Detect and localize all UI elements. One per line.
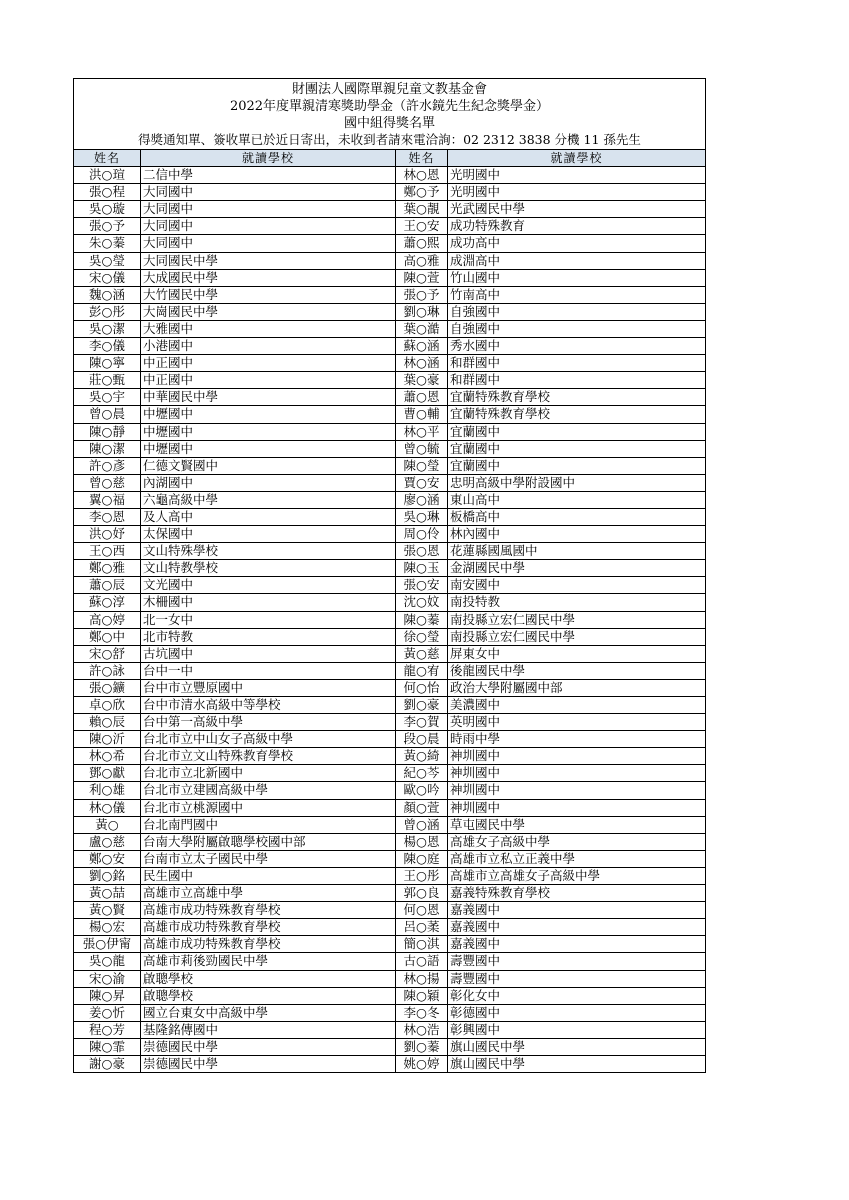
student-name-cell: 許○彥 [74, 457, 141, 474]
school-cell: 大雅國中 [141, 320, 396, 337]
table-row [74, 662, 706, 679]
school-cell: 時雨中學 [448, 731, 706, 748]
table-row [74, 765, 706, 782]
school-cell: 民生國中 [141, 867, 396, 884]
table-row [74, 1055, 706, 1072]
school-cell: 大同國中 [141, 218, 396, 235]
school-cell: 大竹國民中學 [141, 286, 396, 303]
school-cell: 神圳國中 [448, 799, 706, 816]
school-cell: 啟聰學校 [141, 987, 396, 1004]
table-row [74, 184, 706, 201]
school-cell: 彰德國中 [448, 1004, 706, 1021]
student-name-cell: 陳○庭 [396, 850, 448, 867]
school-cell: 彰化女中 [448, 987, 706, 1004]
student-name-cell: 張○恩 [396, 543, 448, 560]
student-name-cell: 黃○喆 [74, 885, 141, 902]
school-cell: 高雄市成功特殊教育學校 [141, 936, 396, 953]
table-row [74, 372, 706, 389]
student-name-cell: 曹○輔 [396, 406, 448, 423]
school-cell: 台北市立文山特殊教育學校 [141, 748, 396, 765]
student-name-cell: 楊○宏 [74, 919, 141, 936]
title-block [74, 79, 706, 150]
student-name-cell: 林○儀 [74, 799, 141, 816]
school-cell: 成淵高中 [448, 252, 706, 269]
student-name-cell: 何○怡 [396, 679, 448, 696]
student-name-cell: 段○晨 [396, 731, 448, 748]
student-name-cell: 曾○慈 [74, 474, 141, 491]
table-row [74, 252, 706, 269]
student-name-cell: 吳○瑩 [74, 252, 141, 269]
school-cell: 大崗國民中學 [141, 303, 396, 320]
student-name-cell: 劉○銘 [74, 867, 141, 884]
table-row [74, 577, 706, 594]
student-name-cell: 蕭○恩 [396, 389, 448, 406]
student-name-cell: 紀○芩 [396, 765, 448, 782]
student-name-cell: 李○冬 [396, 1004, 448, 1021]
student-name-cell: 高○婷 [74, 611, 141, 628]
student-name-cell: 宋○舒 [74, 645, 141, 662]
student-name-cell: 李○賀 [396, 714, 448, 731]
student-name-cell: 蕭○熙 [396, 235, 448, 252]
student-name-cell: 簡○淇 [396, 936, 448, 953]
student-name-cell: 鄭○安 [74, 850, 141, 867]
student-name-cell: 龍○宥 [396, 662, 448, 679]
student-name-cell: 陳○沂 [74, 731, 141, 748]
school-cell: 英明國中 [448, 714, 706, 731]
school-column-header: 就讀學校 [448, 150, 706, 167]
school-cell: 啟聰學校 [141, 970, 396, 987]
student-name-cell: 廖○涵 [396, 491, 448, 508]
table-row [74, 508, 706, 525]
student-name-cell: 高○雅 [396, 252, 448, 269]
school-cell: 及人高中 [141, 508, 396, 525]
student-name-cell: 吳○璇 [74, 201, 141, 218]
student-name-cell: 陳○萱 [396, 269, 448, 286]
student-name-cell: 朱○蓁 [74, 235, 141, 252]
table-row [74, 526, 706, 543]
name-column-header: 姓名 [74, 150, 141, 167]
student-name-cell: 陳○靜 [74, 423, 141, 440]
student-name-cell: 歐○吟 [396, 782, 448, 799]
school-cell: 壽豐國中 [448, 970, 706, 987]
school-cell: 北一女中 [141, 611, 396, 628]
school-cell: 古坑國中 [141, 645, 396, 662]
student-name-cell: 黃○慈 [396, 645, 448, 662]
table-row [74, 491, 706, 508]
student-name-cell: 古○語 [396, 953, 448, 970]
school-cell: 和群國中 [448, 372, 706, 389]
school-cell: 國立台東女中高級中學 [141, 1004, 396, 1021]
school-cell: 高雄市莉後勁國民中學 [141, 953, 396, 970]
school-cell: 嘉義國中 [448, 919, 706, 936]
school-cell: 台北南門國中 [141, 816, 396, 833]
school-cell: 嘉義國中 [448, 936, 706, 953]
school-cell: 宜蘭國中 [448, 440, 706, 457]
student-name-cell: 呂○葇 [396, 919, 448, 936]
school-cell: 自強國中 [448, 303, 706, 320]
school-cell: 文山特殊學校 [141, 543, 396, 560]
school-cell: 秀水國中 [448, 338, 706, 355]
student-name-cell: 林○希 [74, 748, 141, 765]
table-row [74, 867, 706, 884]
student-name-cell: 卓○欣 [74, 697, 141, 714]
school-cell: 後龍國民中學 [448, 662, 706, 679]
student-name-cell: 陳○蓁 [396, 611, 448, 628]
school-cell: 中華國民中學 [141, 389, 396, 406]
school-cell: 中壢國中 [141, 423, 396, 440]
school-cell: 宜蘭特殊教育學校 [448, 389, 706, 406]
student-name-cell: 黃○賢 [74, 902, 141, 919]
school-cell: 屏東女中 [448, 645, 706, 662]
student-name-cell: 王○西 [74, 543, 141, 560]
student-name-cell: 吳○宇 [74, 389, 141, 406]
school-cell: 文山特教學校 [141, 560, 396, 577]
student-name-cell: 周○伶 [396, 526, 448, 543]
school-cell: 高雄市立私立正義中學 [448, 850, 706, 867]
program-title: 2022年度單親清寒獎助學金（許水鏡先生紀念獎學金） [229, 99, 550, 114]
student-name-cell: 林○浩 [396, 1021, 448, 1038]
table-row [74, 543, 706, 560]
table-row [74, 816, 706, 833]
school-cell: 光明國中 [448, 184, 706, 201]
student-name-cell: 張○予 [74, 218, 141, 235]
table-row [74, 389, 706, 406]
school-cell: 成功特殊教育 [448, 218, 706, 235]
student-name-cell: 賴○辰 [74, 714, 141, 731]
student-name-cell: 王○安 [396, 218, 448, 235]
student-name-cell: 林○揚 [396, 970, 448, 987]
school-cell: 台中市清水高級中等學校 [141, 697, 396, 714]
school-cell: 大同國中 [141, 184, 396, 201]
student-name-cell: 張○程 [74, 184, 141, 201]
school-cell: 花蓮縣國風國中 [448, 543, 706, 560]
school-cell: 壽豐國中 [448, 953, 706, 970]
student-name-cell: 宋○儀 [74, 269, 141, 286]
school-cell: 林內國中 [448, 526, 706, 543]
school-cell: 東山高中 [448, 491, 706, 508]
table-row [74, 594, 706, 611]
student-name-cell: 林○平 [396, 423, 448, 440]
award-list-table [73, 78, 706, 1073]
school-cell: 光明國中 [448, 167, 706, 184]
school-cell: 大同國中 [141, 235, 396, 252]
table-row [74, 355, 706, 372]
table-row [74, 799, 706, 816]
table-row [74, 320, 706, 337]
table-row [74, 782, 706, 799]
school-cell: 南投特教 [448, 594, 706, 611]
school-cell: 政治大學附屬國中部 [448, 679, 706, 696]
student-name-cell: 劉○琳 [396, 303, 448, 320]
student-name-cell: 利○雄 [74, 782, 141, 799]
student-name-cell: 曾○晨 [74, 406, 141, 423]
table-row [74, 338, 706, 355]
student-name-cell: 洪○瑄 [74, 167, 141, 184]
group-title: 國中組得獎名單 [343, 116, 435, 131]
student-name-cell: 吳○潔 [74, 320, 141, 337]
table-row [74, 987, 706, 1004]
school-cell: 金湖國民中學 [448, 560, 706, 577]
school-cell: 基隆銘傳國中 [141, 1021, 396, 1038]
school-cell: 仁德文賢國中 [141, 457, 396, 474]
table-row [74, 628, 706, 645]
school-cell: 大同國民中學 [141, 252, 396, 269]
school-cell: 台北市立北新國中 [141, 765, 396, 782]
student-name-cell: 徐○瑩 [396, 628, 448, 645]
student-name-cell: 蘇○涵 [396, 338, 448, 355]
table-row [74, 218, 706, 235]
column-header-row [74, 150, 706, 167]
student-name-cell: 陳○潔 [74, 440, 141, 457]
student-name-cell: 曾○涵 [396, 816, 448, 833]
school-cell: 小港國中 [141, 338, 396, 355]
school-cell: 中正國中 [141, 355, 396, 372]
school-cell: 高雄女子高級中學 [448, 833, 706, 850]
table-row [74, 714, 706, 731]
table-row [74, 235, 706, 252]
table-row [74, 748, 706, 765]
school-cell: 高雄市立高雄中學 [141, 885, 396, 902]
school-cell: 中正國中 [141, 372, 396, 389]
student-name-cell: 張○鑛 [74, 679, 141, 696]
table-row [74, 560, 706, 577]
school-cell: 神圳國中 [448, 748, 706, 765]
school-cell: 板橋高中 [448, 508, 706, 525]
school-cell: 和群國中 [448, 355, 706, 372]
school-cell: 宜蘭國中 [448, 457, 706, 474]
student-name-cell: 宋○渝 [74, 970, 141, 987]
student-name-cell: 吳○龍 [74, 953, 141, 970]
school-cell: 中壢國中 [141, 440, 396, 457]
school-cell: 草屯國民中學 [448, 816, 706, 833]
table-row [74, 201, 706, 218]
student-name-cell: 劉○蓁 [396, 1038, 448, 1055]
student-name-cell: 吳○琳 [396, 508, 448, 525]
table-row [74, 303, 706, 320]
student-name-cell: 李○儀 [74, 338, 141, 355]
table-row [74, 286, 706, 303]
school-cell: 自強國中 [448, 320, 706, 337]
table-row [74, 953, 706, 970]
table-row [74, 936, 706, 953]
school-cell: 美濃國中 [448, 697, 706, 714]
student-name-cell: 葉○豪 [396, 372, 448, 389]
student-name-cell: 楊○恩 [396, 833, 448, 850]
table-row [74, 679, 706, 696]
student-name-cell: 盧○慈 [74, 833, 141, 850]
table-row [74, 885, 706, 902]
school-cell: 光武國民中學 [448, 201, 706, 218]
school-cell: 竹南高中 [448, 286, 706, 303]
school-cell: 台中一中 [141, 662, 396, 679]
school-cell: 台南市立太子國民中學 [141, 850, 396, 867]
table-row [74, 423, 706, 440]
table-row [74, 440, 706, 457]
student-name-cell: 張○伊甯 [74, 936, 141, 953]
award-list-body [74, 79, 706, 1073]
student-name-cell: 魏○涵 [74, 286, 141, 303]
student-name-cell: 許○詠 [74, 662, 141, 679]
school-cell: 南投縣立宏仁國民中學 [448, 628, 706, 645]
student-name-cell: 何○恩 [396, 902, 448, 919]
student-name-cell: 陳○昇 [74, 987, 141, 1004]
school-cell: 太保國中 [141, 526, 396, 543]
student-name-cell: 姚○婷 [396, 1055, 448, 1072]
table-row [74, 645, 706, 662]
student-name-cell: 陳○霏 [74, 1038, 141, 1055]
school-cell: 木柵國中 [141, 594, 396, 611]
table-row [74, 406, 706, 423]
student-name-cell: 陳○瑩 [396, 457, 448, 474]
school-cell: 北市特教 [141, 628, 396, 645]
school-cell: 忠明高級中學附設國中 [448, 474, 706, 491]
student-name-cell: 洪○妤 [74, 526, 141, 543]
school-cell: 六龜高級中學 [141, 491, 396, 508]
student-name-cell: 鄭○予 [396, 184, 448, 201]
student-name-cell: 鄭○中 [74, 628, 141, 645]
school-cell: 神圳國中 [448, 782, 706, 799]
school-cell: 台中市立豐原國中 [141, 679, 396, 696]
student-name-cell: 林○涵 [396, 355, 448, 372]
school-cell: 大同國中 [141, 201, 396, 218]
school-cell: 成功高中 [448, 235, 706, 252]
student-name-cell: 蘇○淳 [74, 594, 141, 611]
table-row [74, 269, 706, 286]
student-name-cell: 林○恩 [396, 167, 448, 184]
student-name-cell: 郭○良 [396, 885, 448, 902]
school-cell: 內湖國中 [141, 474, 396, 491]
table-row [74, 731, 706, 748]
student-name-cell: 程○芳 [74, 1021, 141, 1038]
student-name-cell: 張○予 [396, 286, 448, 303]
school-cell: 崇德國民中學 [141, 1055, 396, 1072]
student-name-cell: 沈○妏 [396, 594, 448, 611]
title-row [74, 79, 706, 150]
school-cell: 二信中學 [141, 167, 396, 184]
student-name-cell: 葉○靚 [396, 201, 448, 218]
school-cell: 中壢國中 [141, 406, 396, 423]
notice-text: 得獎通知單、簽收單已於近日寄出，未收到者請來電洽詢：02 2312 3838 分機 11 孫先生 [138, 132, 641, 147]
name-column-header: 姓名 [396, 150, 448, 167]
table-row [74, 1021, 706, 1038]
school-cell: 神圳國中 [448, 765, 706, 782]
table-row [74, 167, 706, 184]
school-cell: 嘉義特殊教育學校 [448, 885, 706, 902]
school-cell: 高雄市成功特殊教育學校 [141, 919, 396, 936]
school-cell: 高雄市成功特殊教育學校 [141, 902, 396, 919]
school-cell: 大成國民中學 [141, 269, 396, 286]
student-name-cell: 顏○萱 [396, 799, 448, 816]
table-row [74, 1038, 706, 1055]
table-row [74, 1004, 706, 1021]
student-name-cell: 劉○豪 [396, 697, 448, 714]
student-name-cell: 姜○忻 [74, 1004, 141, 1021]
school-column-header: 就讀學校 [141, 150, 396, 167]
table-row [74, 919, 706, 936]
student-name-cell: 謝○豪 [74, 1055, 141, 1072]
student-name-cell: 曾○毓 [396, 440, 448, 457]
student-name-cell: 黃○ [74, 816, 141, 833]
student-name-cell: 王○彤 [396, 867, 448, 884]
school-cell: 旗山國民中學 [448, 1055, 706, 1072]
student-name-cell: 彭○彤 [74, 303, 141, 320]
student-name-cell: 張○安 [396, 577, 448, 594]
org-title: 財團法人國際單親兒童文教基金會 [291, 82, 487, 97]
student-name-cell: 鄭○雅 [74, 560, 141, 577]
school-cell: 台中第一高級中學 [141, 714, 396, 731]
student-name-cell: 李○恩 [74, 508, 141, 525]
student-name-cell: 蕭○辰 [74, 577, 141, 594]
school-cell: 南安國中 [448, 577, 706, 594]
student-name-cell: 鄧○獻 [74, 765, 141, 782]
student-name-cell: 陳○穎 [396, 987, 448, 1004]
school-cell: 文光國中 [141, 577, 396, 594]
school-cell: 台北市立建國高級中學 [141, 782, 396, 799]
table-row [74, 474, 706, 491]
school-cell: 南投縣立宏仁國民中學 [448, 611, 706, 628]
school-cell: 高雄市立高雄女子高級中學 [448, 867, 706, 884]
table-row [74, 850, 706, 867]
school-cell: 宜蘭特殊教育學校 [448, 406, 706, 423]
school-cell: 彰興國中 [448, 1021, 706, 1038]
table-row [74, 457, 706, 474]
table-row [74, 970, 706, 987]
school-cell: 崇德國民中學 [141, 1038, 396, 1055]
student-name-cell: 翼○福 [74, 491, 141, 508]
table-row [74, 611, 706, 628]
table-row [74, 697, 706, 714]
student-name-cell: 葉○澔 [396, 320, 448, 337]
school-cell: 台北市立桃源國中 [141, 799, 396, 816]
school-cell: 旗山國民中學 [448, 1038, 706, 1055]
student-name-cell: 黃○綺 [396, 748, 448, 765]
student-name-cell: 莊○甄 [74, 372, 141, 389]
table-row [74, 902, 706, 919]
school-cell: 台南大學附屬啟聰學校國中部 [141, 833, 396, 850]
school-cell: 嘉義國中 [448, 902, 706, 919]
school-cell: 竹山國中 [448, 269, 706, 286]
student-name-cell: 賈○安 [396, 474, 448, 491]
student-name-cell: 陳○寧 [74, 355, 141, 372]
student-name-cell: 陳○玉 [396, 560, 448, 577]
table-row [74, 833, 706, 850]
school-cell: 台北市立中山女子高級中學 [141, 731, 396, 748]
school-cell: 宜蘭國中 [448, 423, 706, 440]
